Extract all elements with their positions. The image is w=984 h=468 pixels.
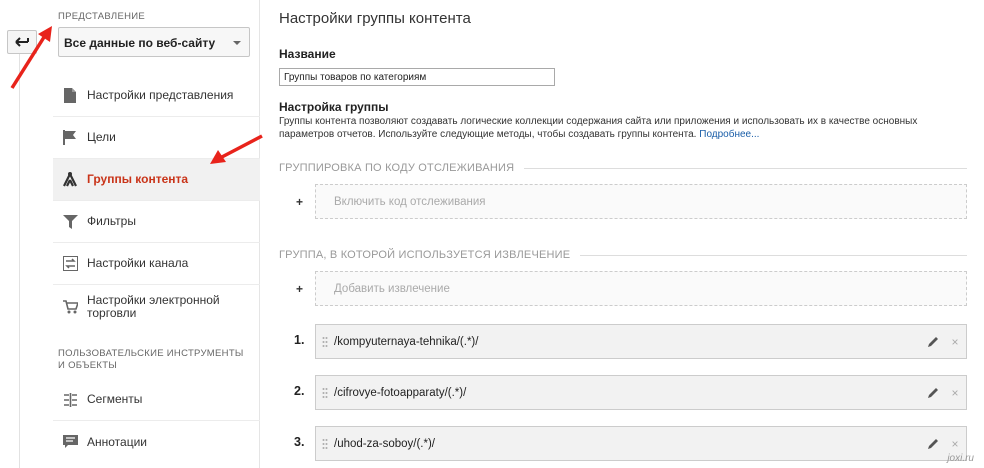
close-icon[interactable]: ×	[951, 436, 959, 451]
more-link[interactable]: Подробнее...	[699, 129, 760, 140]
rule-pattern: /uhod-za-soboy/(.*)/	[334, 437, 435, 450]
pencil-icon[interactable]	[922, 438, 944, 450]
page-title: Настройки группы контента	[279, 10, 471, 27]
tracking-section-heading	[279, 162, 967, 174]
annotations-icon	[53, 435, 87, 449]
gutter-divider	[19, 52, 20, 468]
sidebar-item-label: Аннотации	[87, 434, 147, 449]
extraction-section-heading	[279, 249, 967, 261]
extraction-rule-row[interactable]	[315, 375, 967, 410]
group-settings-label: Настройка группы	[279, 100, 389, 114]
extraction-rule-row[interactable]	[315, 426, 967, 461]
flag-icon	[53, 130, 87, 145]
annotation-arrow-icon	[206, 132, 266, 168]
drag-handle-icon[interactable]	[316, 438, 334, 450]
pencil-icon[interactable]	[922, 336, 944, 348]
sidebar-item-label: Настройки канала	[87, 256, 189, 270]
description-text: Группы контента позволяют создавать логические коллекции содержания сайта или приложения и использовать их в качестве основных параметров отчетов. Используйте следующие методы, чтобы создавать группы контента.	[279, 116, 918, 140]
chevron-down-icon	[233, 41, 241, 45]
tracking-heading-text: ГРУППИРОВКА ПО КОДУ ОТСЛЕЖИВАНИЯ	[279, 162, 515, 174]
pencil-icon[interactable]	[922, 387, 944, 399]
rule-pattern: /cifrovye-fotoapparaty/(.*)/	[334, 386, 467, 399]
content-groups-icon	[53, 172, 87, 187]
document-icon	[53, 88, 87, 103]
enable-tracking-code-button[interactable]	[315, 184, 967, 219]
filter-icon	[53, 215, 87, 229]
view-select-value: Все данные по веб-сайту	[64, 36, 216, 50]
rule-number: 1.	[294, 333, 305, 347]
rule-number: 3.	[294, 435, 305, 449]
watermark: joxi.ru	[947, 453, 974, 464]
close-icon[interactable]: ×	[951, 385, 959, 400]
drag-handle-icon[interactable]	[316, 336, 334, 348]
admin-sidebar	[45, 0, 260, 468]
drag-handle-icon[interactable]	[316, 387, 334, 399]
extraction-heading-text: ГРУППА, В КОТОРОЙ ИСПОЛЬЗУЕТСЯ ИЗВЛЕЧЕНИЕ	[279, 249, 571, 261]
rule-pattern: /kompyuternaya-tehnika/(.*)/	[334, 335, 479, 348]
main-panel	[261, 0, 984, 468]
cart-icon	[53, 300, 87, 314]
divider	[580, 255, 967, 256]
group-description	[279, 115, 974, 141]
view-section-title: ПРЕДСТАВЛЕНИЕ	[58, 11, 146, 22]
segments-icon	[53, 393, 87, 407]
annotation-arrow-icon	[8, 22, 58, 92]
sidebar-item-ecommerce-settings[interactable]	[53, 285, 260, 329]
sidebar-item-label: Настройки представления	[87, 88, 234, 102]
sidebar-item-label: Сегменты	[87, 392, 143, 406]
plus-icon: +	[296, 282, 304, 296]
sidebar-item-label: Группы контента	[87, 172, 189, 186]
tools-section-title: ПОЛЬЗОВАТЕЛЬСКИЕ ИНСТРУМЕНТЫ И ОБЪЕКТЫ	[58, 348, 244, 371]
sidebar-item-filters[interactable]	[53, 201, 260, 243]
sidebar-item-channel-settings[interactable]	[53, 243, 260, 285]
add-extraction-button[interactable]	[315, 271, 967, 306]
sidebar-item-label: Цели	[87, 130, 116, 144]
enable-tracking-label: Включить код отслеживания	[334, 196, 486, 208]
name-input[interactable]	[279, 68, 555, 86]
plus-icon: +	[296, 195, 304, 209]
sidebar-item-label: Настройки электронной торговли	[87, 293, 220, 320]
sidebar-item-segments[interactable]	[53, 379, 260, 421]
channel-settings-icon	[53, 256, 87, 271]
add-extraction-label: Добавить извлечение	[334, 283, 450, 295]
divider	[524, 168, 967, 169]
view-select[interactable]	[58, 27, 250, 57]
sidebar-item-annotations[interactable]	[53, 421, 260, 463]
sidebar-item-view-settings[interactable]	[53, 75, 260, 117]
name-label: Название	[279, 47, 336, 61]
close-icon[interactable]: ×	[951, 334, 959, 349]
extraction-rule-row[interactable]	[315, 324, 967, 359]
sidebar-item-label: Фильтры	[87, 214, 136, 228]
rule-number: 2.	[294, 384, 305, 398]
